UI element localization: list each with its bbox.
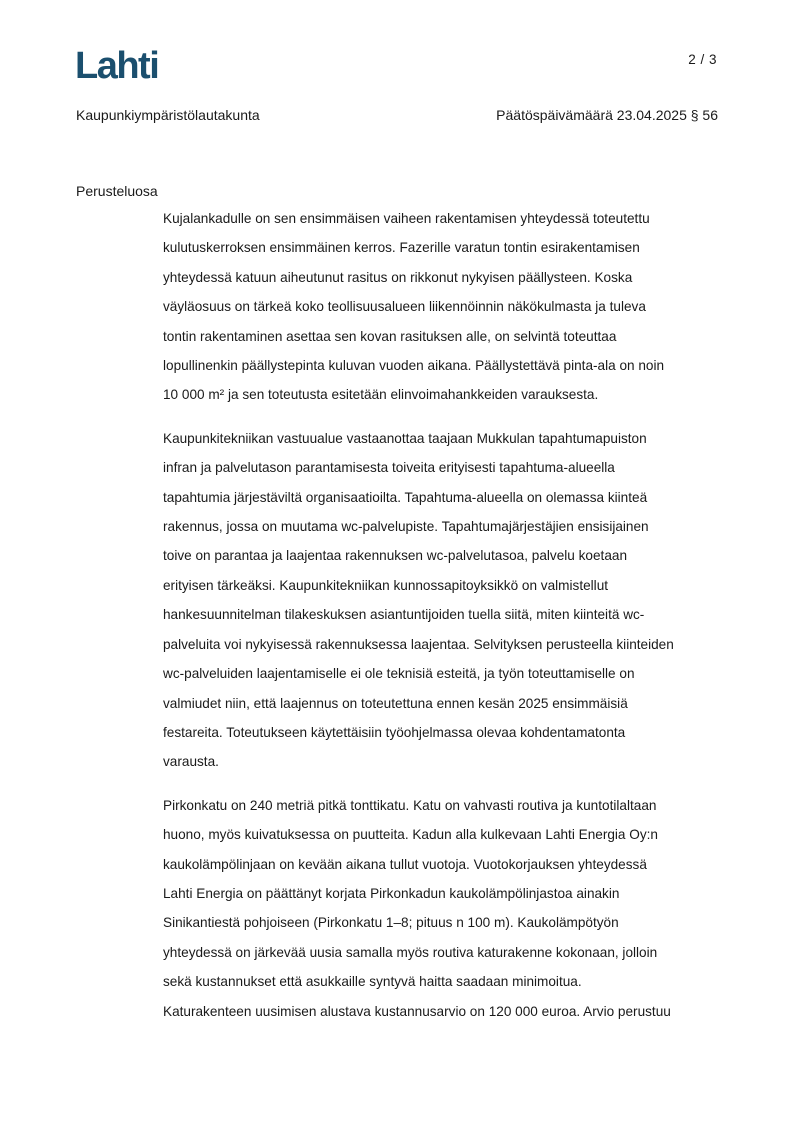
- paragraph-line: tontin rakentaminen asettaa sen kovan rasituksen alle, on selvintä toteuttaa: [163, 328, 617, 344]
- paragraph-line: Kujalankadulle on sen ensimmäisen vaiheen rakentamisen yhteydessä toteutettu: [163, 211, 650, 226]
- paragraph-line: lopullinenkin päällystepinta kuluvan vuoden aikana. Päällystettävä pinta-ala on noin: [163, 358, 665, 374]
- paragraph: [163, 204, 723, 410]
- paragraph-line: Katurakenteen uusimisen alustava kustannusarvio on 120 000 euroa. Arvio perustuu: [163, 1003, 671, 1019]
- paragraph-line: festareita. Toteutukseen käytettäisiin työohjelmassa olevaa kohdentamatonta: [163, 724, 626, 740]
- paragraph-line: Sinikantiestä pohjoiseen (Pirkonkatu 1–8; pituus n 100 m). Kaukolämpötyön: [163, 915, 619, 931]
- paragraph-line: yhteydessä katuun aiheutunut rasitus on rikkonut nykyisen päällysteen. Koska: [163, 269, 633, 285]
- lahti-logo: [75, 44, 167, 84]
- paragraph-line: valmiudet niin, että laajennus on toteutettuna ennen kesän 2025 ensimmäisiä: [163, 695, 628, 711]
- paragraph-line: väyläosuus on tärkeä koko teollisuusalueen liikennöinnin näkökulmasta ja tuleva: [163, 299, 646, 315]
- paragraph: [163, 424, 723, 777]
- paragraph-line: 10 000 m² ja sen toteutusta esitetään elinvoimahankkeiden varauksesta.: [163, 387, 599, 403]
- paragraph-line: erityisen tärkeäksi. Kaupunkitekniikan kunnossapitoyksikkö on valmistellut: [163, 577, 609, 593]
- paragraph-line: wc-palveluiden laajentamiselle ei ole teknisiä esteitä, ja työn toteuttamiselle on: [163, 666, 635, 682]
- paragraph-line: toive on parantaa ja laajentaa rakennuksen wc-palvelutasoa, palvelu koetaan: [163, 548, 628, 564]
- paragraph-line: kaukolämpölinjaan on kevään aikana tullut vuotoja. Vuotokorjauksen yhteydessä: [163, 856, 647, 872]
- paragraph-line: varausta.: [163, 754, 219, 770]
- paragraph-line: yhteydessä on järkevää uusia samalla myös routiva katurakenne kokonaan, jolloin: [163, 944, 658, 960]
- paragraph-line: infran ja palvelutason parantamisesta toiveita erityisesti tapahtuma-alueella: [163, 460, 615, 476]
- paragraph-line: huono, myös kuivatuksessa on puutteita. Kadun alla kulkevaan Lahti Energia Oy:n: [163, 827, 658, 843]
- page-number: 2 / 3: [688, 52, 717, 67]
- paragraph: [163, 791, 723, 1026]
- paragraph-line: Lahti Energia on päättänyt korjata Pirkonkadun kaukolämpölinjastoa ainakin: [163, 885, 620, 901]
- paragraph-line: kulutuskerroksen ensimmäinen kerros. Fazerille varatun tontin esirakentamisen: [163, 240, 640, 256]
- section-heading: Perusteluosa: [76, 183, 158, 199]
- organization-name: Kaupunkiympäristölautakunta: [76, 107, 260, 123]
- paragraph-line: palveluita voi nykyisessä rakennuksessa laajentaa. Selvityksen perusteella kiinteiden: [163, 636, 674, 652]
- logo-wordmark: Lahti: [75, 45, 159, 84]
- decision-date: Päätöspäivämäärä 23.04.2025 § 56: [496, 107, 718, 123]
- paragraph-line: Kaupunkitekniikan vastuualue vastaanottaa taajaan Mukkulan tapahtumapuiston: [163, 430, 647, 446]
- paragraph-line: tapahtumia järjestäviltä organisaatioilta. Tapahtuma-alueella on olemassa kiinteä: [163, 489, 648, 505]
- paragraph-line: rakennus, jossa on muutama wc-palvelupiste. Tapahtumajärjestäjien ensisijainen: [163, 519, 649, 535]
- paragraph-line: hankesuunnitelman tilakeskuksen asiantuntijoiden tuella siitä, miten kiinteitä wc-: [163, 607, 645, 623]
- paragraph-line: Pirkonkatu on 240 metriä pitkä tonttikatu. Katu on vahvasti routiva ja kuntotilaltaan: [163, 797, 657, 813]
- body-text: [163, 204, 723, 1040]
- paragraph-line: sekä kustannukset että asukkaille syntyvä haitta saadaan minimoitua.: [163, 974, 582, 990]
